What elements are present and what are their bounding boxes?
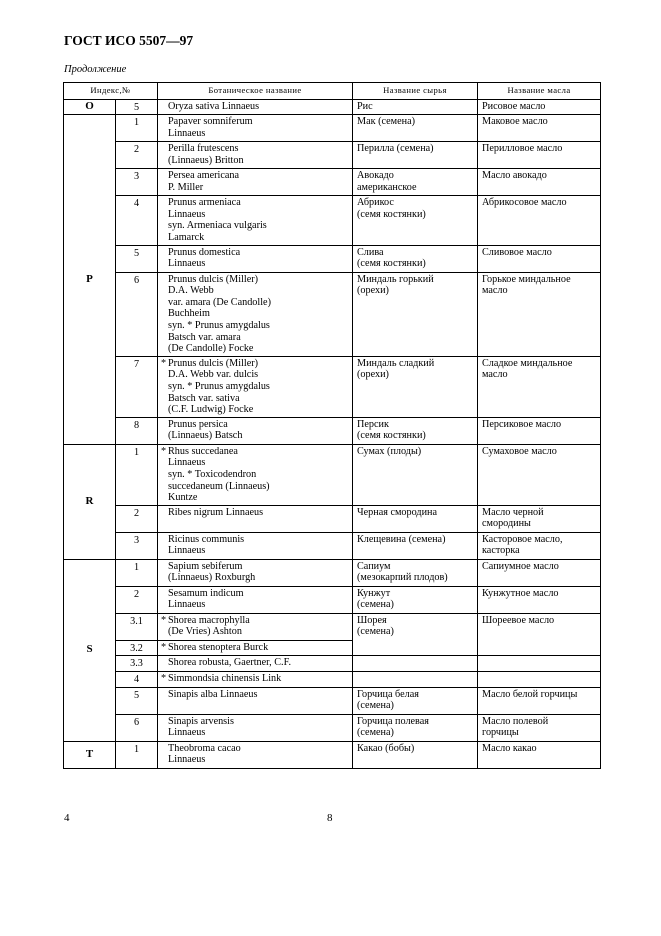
table-row [64, 741, 601, 768]
botanical-name-text: Prunus dulcis (Miller) D.A. Webb var. dulcis syn. * Prunus amygdalus Batsch var. sativa (C.F. Ludwig) Focke [168, 357, 270, 416]
table-row [64, 586, 601, 613]
table-row [64, 714, 601, 741]
botanical-name-text: Sinapis arvensis Linnaeus [168, 715, 234, 739]
botanical-name [158, 656, 353, 672]
row-number: 3.2 [116, 640, 158, 656]
asterisk-mark: * [161, 445, 167, 457]
raw-material-name: Миндаль сладкий (орехи) [353, 356, 478, 417]
botanical-name-text: Persea americana P. Miller [168, 170, 239, 193]
table-row [64, 656, 601, 672]
oil-name [478, 671, 601, 687]
oil-names-table [63, 82, 601, 769]
oil-name: Масло черной смородины [478, 505, 601, 532]
raw-material-name: Абрикос (семя костянки) [353, 196, 478, 245]
botanical-name [158, 505, 353, 532]
botanical-name-text: Sapium sebiferum (Linnaeus) Roxburgh [168, 560, 256, 584]
oil-name: Абрикосовое масло [478, 196, 601, 245]
table-row [64, 687, 601, 714]
row-number: 1 [116, 444, 158, 505]
row-number: 8 [116, 417, 158, 444]
table-row [64, 532, 601, 559]
botanical-name [158, 272, 353, 356]
row-number: 5 [116, 245, 158, 272]
table-row [64, 559, 601, 586]
botanical-name-text: Prunus persica (Linnaeus) Batsch [168, 418, 243, 442]
raw-material-name: Авокадо американское [353, 169, 478, 196]
table-row [64, 245, 601, 272]
oil-name: Касторовое масло, касторка [478, 532, 601, 559]
asterisk-mark: * [161, 614, 167, 626]
col-header-raw: Название сырья [353, 83, 478, 100]
raw-material-name: Кунжут (семена) [353, 586, 478, 613]
botanical-name-text: Oryza sativa Linnaeus [168, 100, 260, 112]
table-row [64, 671, 601, 687]
row-number: 2 [116, 142, 158, 169]
row-number: 6 [116, 714, 158, 741]
row-number: 5 [116, 99, 158, 115]
oil-name [478, 656, 601, 672]
botanical-name [158, 169, 353, 196]
raw-material-name [353, 656, 478, 672]
botanical-name-text: Theobroma cacao Linnaeus [168, 742, 241, 766]
raw-material-name: Слива (семя костянки) [353, 245, 478, 272]
row-number: 1 [116, 741, 158, 768]
botanical-name [158, 586, 353, 613]
col-header-botanical: Ботаническое название [158, 83, 353, 100]
raw-material-name: Сапиум (мезокарпий плодов) [353, 559, 478, 586]
botanical-name-text: Sinapis alba Linnaeus [168, 688, 258, 700]
oil-name: Сапиумное масло [478, 559, 601, 586]
raw-material-name: Миндаль горький (орехи) [353, 272, 478, 356]
oil-name: Масло какао [478, 741, 601, 768]
botanical-name [158, 196, 353, 245]
row-number: 3 [116, 169, 158, 196]
asterisk-mark: * [161, 672, 167, 684]
row-number: 1 [116, 559, 158, 586]
row-number: 5 [116, 687, 158, 714]
oil-name: Сладкое миндальное масло [478, 356, 601, 417]
botanical-name-text: Simmondsia chinensis Link [168, 672, 282, 684]
botanical-name [158, 671, 353, 687]
oil-name: Масло авокадо [478, 169, 601, 196]
raw-material-name: Сумах (плоды) [353, 444, 478, 505]
botanical-name [158, 444, 353, 505]
row-number: 3.1 [116, 613, 158, 640]
table-row [64, 356, 601, 417]
botanical-name-text: Ribes nigrum Linnaeus [168, 506, 264, 518]
botanical-name [158, 741, 353, 768]
botanical-name-text: Shorea stenoptera Burck [168, 641, 269, 653]
oil-name: Масло полевой горчицы [478, 714, 601, 741]
raw-material-name: Шорея (семена) [353, 613, 478, 656]
oil-name: Персиковое масло [478, 417, 601, 444]
oil-name: Перилловое масло [478, 142, 601, 169]
botanical-name [158, 714, 353, 741]
botanical-name-text: Prunus domestica Linnaeus [168, 246, 241, 270]
botanical-name-text: Shorea macrophylla (De Vries) Ashton [168, 614, 250, 638]
botanical-name [158, 245, 353, 272]
botanical-name [158, 99, 353, 115]
raw-material-name: Горчица полевая (семена) [353, 714, 478, 741]
group-letter: T [64, 741, 116, 768]
botanical-name-text: Prunus armeniaca Linnaeus syn. Armeniaca vulgaris Lamarck [168, 197, 267, 243]
table-row [64, 613, 601, 640]
raw-material-name: Перилла (семена) [353, 142, 478, 169]
row-number: 6 [116, 272, 158, 356]
row-number: 4 [116, 671, 158, 687]
botanical-name [158, 142, 353, 169]
raw-material-name: Персик (семя костянки) [353, 417, 478, 444]
group-letter: P [64, 115, 116, 445]
botanical-name [158, 687, 353, 714]
asterisk-mark: * [161, 357, 167, 369]
raw-material-name: Клещевина (семена) [353, 532, 478, 559]
table-row [64, 505, 601, 532]
row-number: 4 [116, 196, 158, 245]
footer-page-left: 4 [64, 812, 70, 824]
raw-material-name: Рис [353, 99, 478, 115]
col-header-oil: Название масла [478, 83, 601, 100]
oil-name: Сумаховое масло [478, 444, 601, 505]
botanical-name [158, 356, 353, 417]
row-number: 3 [116, 532, 158, 559]
row-number: 1 [116, 115, 158, 142]
botanical-name [158, 640, 353, 656]
table-row [64, 417, 601, 444]
botanical-name-text: Prunus dulcis (Miller) D.A. Webb var. amara (De Candolle) Buchheim syn. * Prunus amygdalus Batsch var. amara (De Candolle) Focke [168, 273, 271, 355]
row-number: 7 [116, 356, 158, 417]
botanical-name [158, 115, 353, 142]
row-number: 2 [116, 586, 158, 613]
table-body [64, 99, 601, 768]
oil-name: Маковое масло [478, 115, 601, 142]
raw-material-name: Горчица белая (семена) [353, 687, 478, 714]
table-row [64, 196, 601, 245]
group-letter: S [64, 559, 116, 741]
footer-page-center: 8 [327, 812, 333, 824]
row-number: 2 [116, 505, 158, 532]
oil-name: Сливовое масло [478, 245, 601, 272]
oil-name: Масло белой горчицы [478, 687, 601, 714]
table-row [64, 169, 601, 196]
botanical-name-text: Perilla frutescens (Linnaeus) Britton [168, 143, 244, 166]
raw-material-name: Мак (семена) [353, 115, 478, 142]
row-number: 3.3 [116, 656, 158, 672]
botanical-name [158, 559, 353, 586]
table-row [64, 272, 601, 356]
table-row [64, 99, 601, 115]
oil-name: Кунжутное масло [478, 586, 601, 613]
botanical-name-text: Rhus succedanea Linnaeus syn. * Toxicodendron succedaneum (Linnaeus) Kuntze [168, 445, 270, 504]
group-letter: R [64, 444, 116, 559]
oil-name: Горькое миндальное масло [478, 272, 601, 356]
table-row [64, 142, 601, 169]
continuation-label: Продолжение [64, 64, 127, 75]
group-letter: O [64, 99, 116, 115]
raw-material-name: Какао (бобы) [353, 741, 478, 768]
table-row [64, 444, 601, 505]
botanical-name-text: Ricinus communis Linnaeus [168, 533, 245, 557]
botanical-name-text: Papaver somniferum Linnaeus [168, 116, 253, 139]
botanical-name [158, 613, 353, 640]
botanical-name [158, 532, 353, 559]
table-header-row [64, 83, 601, 100]
oil-name: Рисовое масло [478, 99, 601, 115]
asterisk-mark: * [161, 641, 167, 653]
botanical-name-text: Sesamum indicum Linnaeus [168, 587, 244, 611]
botanical-name [158, 417, 353, 444]
raw-material-name [353, 671, 478, 687]
botanical-name-text: Shorea robusta, Gaertner, C.F. [168, 657, 291, 669]
col-header-index: Индекс,№ [64, 83, 158, 100]
document-title: ГОСТ ИСО 5507—97 [64, 33, 194, 48]
raw-material-name: Черная смородина [353, 505, 478, 532]
table-row [64, 115, 601, 142]
oil-name: Шореевое масло [478, 613, 601, 656]
